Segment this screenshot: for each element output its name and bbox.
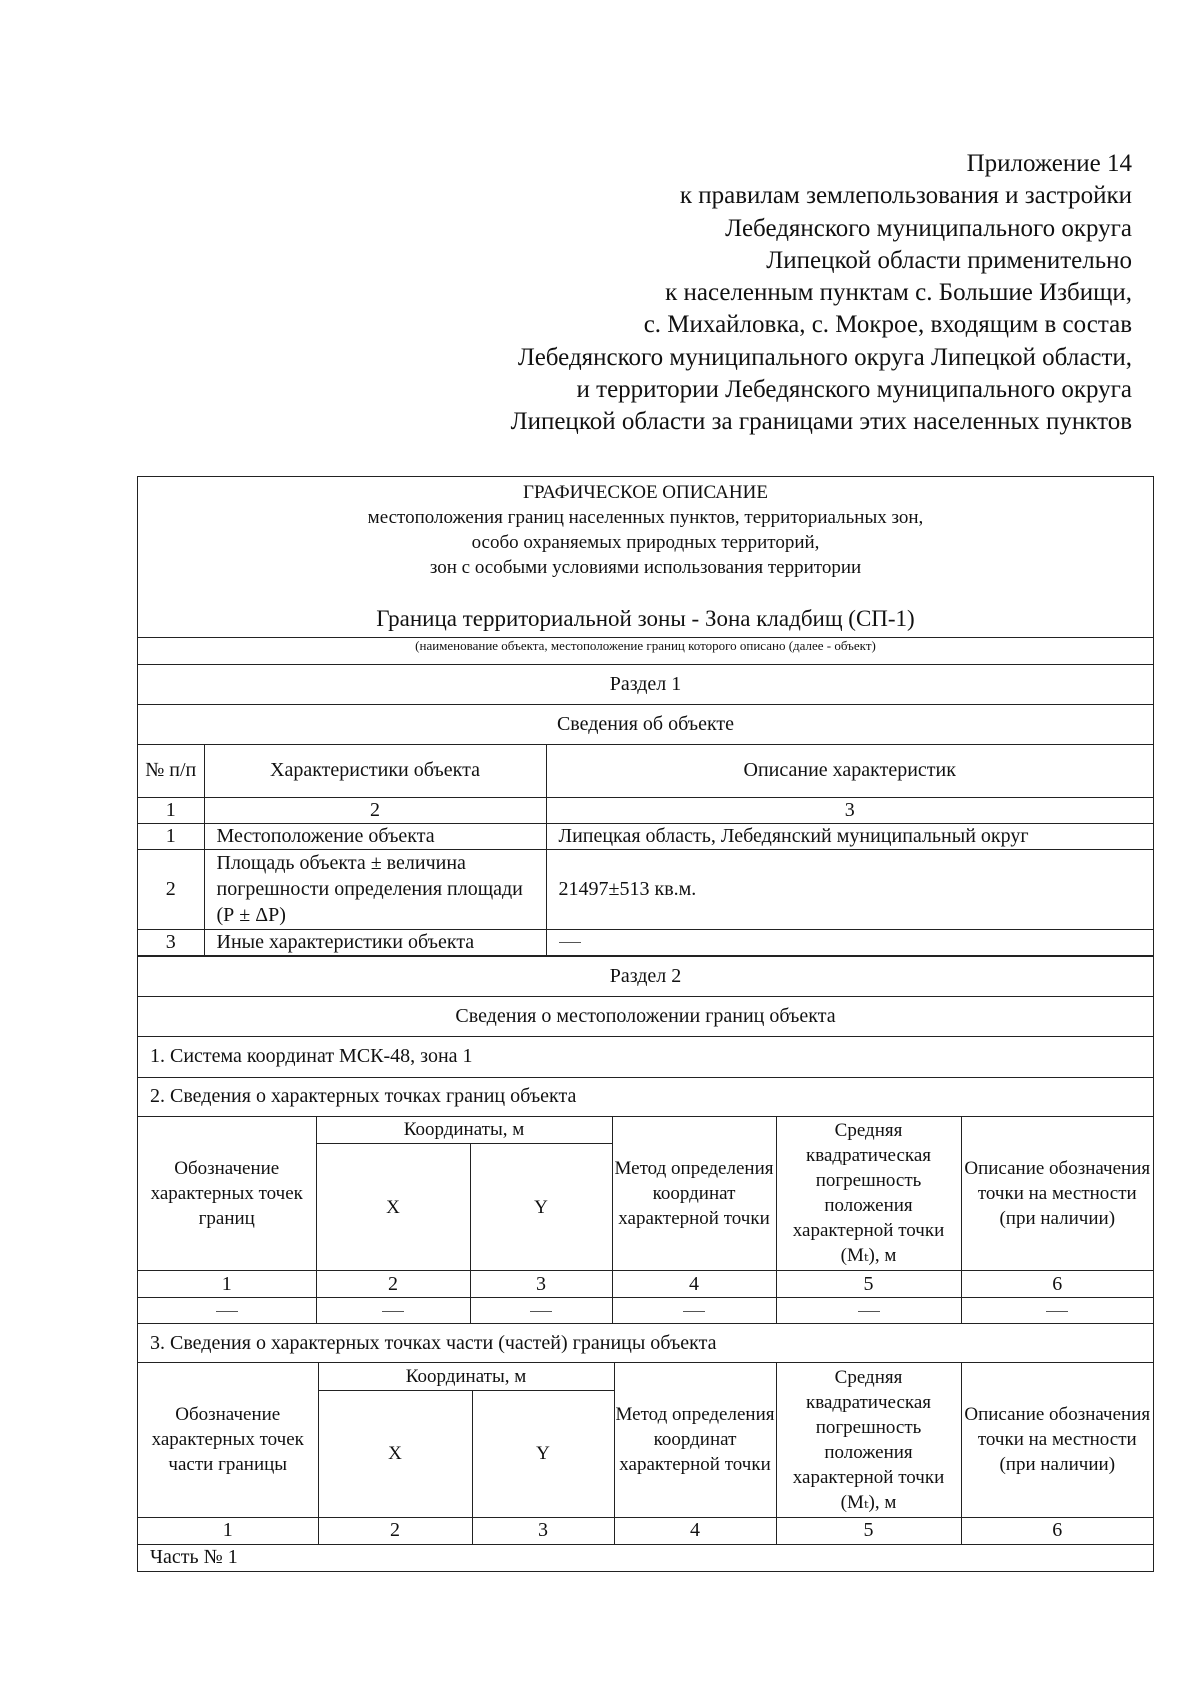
appendix-line: к правилам землепользования и застройки [679,182,1132,210]
row-description: 21497±513 кв.м. [546,849,1153,929]
object-name-note: (наименование объекта, местоположение границ которого описано (далее - объект) [138,638,1153,665]
boundary-parts-table [138,1363,1153,1544]
col-number: 1 [138,1271,316,1298]
col-index: 3 [546,797,1153,823]
col-number: 6 [961,1517,1153,1544]
col-number: 1 [138,1517,318,1544]
section1-subtitle: Сведения об объекте [138,705,1153,745]
col-number: 6 [961,1271,1153,1298]
boundary-points-table [138,1117,1153,1324]
col-number: 2 [316,1271,470,1298]
col-header-num: № п/п [138,745,204,797]
col-designation: Обозначение характерных точек части границы [138,1363,318,1517]
graphic-description-form [137,476,1154,1572]
row-num: 2 [138,849,204,929]
appendix-line: Лебедянского муниципального округа [725,214,1132,242]
appendix-line: и территории Лебедянского муниципального округа [576,376,1132,404]
parts-section-title: 3. Сведения о характерных точках части (частей) границы объекта [138,1324,1153,1363]
col-x: X [318,1390,472,1517]
object-info-table [138,745,1153,956]
col-number: 5 [776,1271,961,1298]
col-point-description: Описание обозначения точки на местности (при наличии) [961,1363,1153,1517]
points-section-title: 2. Сведения о характерных точках границ объекта [138,1078,1153,1117]
col-error: Средняя квадратическая погрешность положения характерной точки (Mₜ), м [776,1117,961,1271]
appendix-line: Липецкой области применительно [766,246,1132,274]
section2-title: Раздел 2 [138,957,1153,997]
appendix-line: Лебедянского муниципального округа Липецкой области, [517,343,1132,371]
form-subtitle-line: особо охраняемых природных территорий, [471,532,820,553]
col-designation: Обозначение характерных точек границ [138,1117,316,1271]
row-description: Липецкая область, Лебедянский муниципальный округ [546,823,1153,849]
col-y: Y [472,1390,614,1517]
appendix-header [352,148,1132,439]
col-point-description: Описание обозначения точки на местности (при наличии) [961,1117,1153,1271]
form-title: ГРАФИЧЕСКОЕ ОПИСАНИЕ [523,482,768,503]
row-description [546,929,1153,955]
row-num: 1 [138,823,204,849]
col-y: Y [470,1144,612,1271]
section2-subtitle: Сведения о местоположении границ объекта [138,997,1153,1037]
row-characteristic: Иные характеристики объекта [204,929,546,955]
col-number: 2 [318,1517,472,1544]
table-row-empty [138,1298,1153,1324]
col-number: 5 [776,1517,961,1544]
col-coordinates: Координаты, м [316,1117,612,1144]
part-label: Часть № 1 [150,1546,238,1568]
row-characteristic: Площадь объекта ± величина погрешности определения площади (Р ± ΔР) [204,849,546,929]
appendix-line: с. Михайловка, с. Мокрое, входящим в состав [643,311,1132,339]
col-number: 4 [614,1517,776,1544]
appendix-line: Липецкой области за границами этих населенных пунктов [510,408,1132,436]
col-number: 3 [470,1271,612,1298]
col-error: Средняя квадратическая погрешность положения характерной точки (Mₜ), м [776,1363,961,1517]
form-header [138,477,1153,638]
form-subtitle-line: местоположения границ населенных пунктов, территориальных зон, [367,507,924,528]
col-index: 1 [138,797,204,823]
object-name: Граница территориальной зоны - Зона кладбищ (СП-1) [376,606,915,631]
row-num: 3 [138,929,204,955]
col-number: 3 [472,1517,614,1544]
object-info-table-wrap [138,745,1153,957]
coordinate-system: 1. Система координат МСК-48, зона 1 [138,1037,1153,1078]
col-method: Метод определения координат характерной точки [614,1363,776,1517]
table-row [138,849,1153,929]
col-index: 2 [204,797,546,823]
col-number: 4 [612,1271,776,1298]
points-table-wrap [138,1117,1153,1325]
col-coordinates: Координаты, м [318,1363,614,1390]
parts-table-wrap [138,1363,1153,1545]
table-row [138,929,1153,955]
col-header-characteristic: Характеристики объекта [204,745,546,797]
col-header-description: Описание характеристик [546,745,1153,797]
col-method: Метод определения координат характерной точки [612,1117,776,1271]
section1-title: Раздел 1 [138,665,1153,705]
table-row [138,823,1153,849]
row-characteristic: Местоположение объекта [204,823,546,849]
appendix-line: Приложение 14 [966,150,1132,177]
appendix-line: к населенным пунктам с. Большие Избищи, [665,279,1132,307]
form-subtitle-line: зон с особыми условиями использования территории [429,557,862,578]
col-x: X [316,1144,470,1271]
